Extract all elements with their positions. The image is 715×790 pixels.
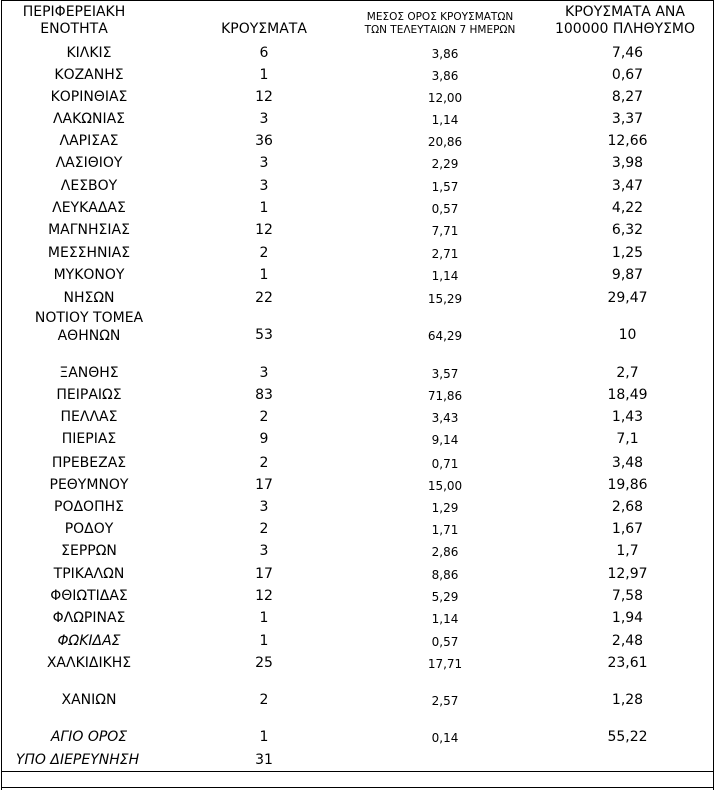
per-100k-value: 23,61 (607, 655, 648, 671)
avg-7day-value: 2,86 (431, 545, 459, 559)
region-name: ΛΕΥΚΑΔΑΣ (52, 200, 126, 216)
cases-value: 2 (259, 455, 269, 471)
table-row (0, 633, 715, 655)
region-name: ΚΟΡΙΝΘΙΑΣ (50, 89, 128, 105)
per-100k-value: 8,27 (611, 89, 644, 105)
table-row (0, 111, 715, 133)
header-per100k-line1: ΚΡΟΥΣΜΑΤΑ ΑΝΑ (565, 4, 685, 20)
per-100k-value: 7,58 (611, 588, 644, 604)
region-name: ΥΠΟ ΔΙΕΡΕΥΝΗΣΗ (15, 752, 140, 768)
per-100k-value: 12,97 (607, 566, 648, 582)
header-per100k (540, 4, 710, 38)
region-name: ΛΑΚΩΝΙΑΣ (52, 111, 126, 127)
avg-7day-value: 1,71 (431, 523, 459, 537)
region-name-line2: ΑΘΗΝΩΝ (57, 328, 121, 344)
cases-value: 31 (255, 752, 273, 768)
table-row (0, 455, 715, 477)
avg-7day-value: 0,57 (431, 635, 459, 649)
per-100k-value: 9,87 (611, 267, 644, 283)
per-100k-value: 10 (618, 327, 637, 343)
table-row (0, 222, 715, 244)
per-100k-value: 1,28 (611, 692, 644, 708)
avg-7day-value: 3,86 (431, 69, 459, 83)
cases-value: 3 (259, 499, 269, 515)
per-100k-value: 1,43 (611, 409, 644, 425)
per-100k-value: 29,47 (607, 290, 648, 306)
avg-7day-value: 0,57 (431, 202, 459, 216)
cases-value: 9 (259, 431, 269, 447)
region-name: ΣΕΡΡΩΝ (61, 543, 117, 559)
region-name: ΚΙΛΚΙΣ (66, 45, 112, 61)
table-row (0, 477, 715, 499)
cases-value: 12 (255, 89, 273, 105)
cases-value: 6 (259, 45, 269, 61)
region-name: ΡΟΔΟΠΗΣ (54, 499, 124, 515)
avg-7day-value: 71,86 (427, 389, 463, 403)
region-name: ΜΕΣΣΗΝΙΑΣ (47, 245, 131, 261)
region-name-line1: ΝΟΤΙΟΥ ΤΟΜΕΑ (34, 310, 144, 326)
avg-7day-value: 8,86 (431, 568, 459, 582)
header-avg-line2: ΤΩΝ ΤΕΛΕΥΤΑΙΩΝ 7 ΗΜΕΡΩΝ (364, 24, 516, 36)
cases-value: 12 (255, 222, 273, 238)
cases-value: 53 (255, 327, 273, 343)
cases-value: 3 (259, 178, 269, 194)
table-row (0, 655, 715, 677)
avg-7day-value: 1,14 (431, 113, 459, 127)
cases-value: 3 (259, 155, 269, 171)
table-row (0, 387, 715, 409)
cases-value: 2 (259, 409, 269, 425)
table-row (0, 409, 715, 431)
region-name: ΦΩΚΙΔΑΣ (57, 633, 121, 649)
region-name: ΛΕΣΒΟΥ (60, 178, 118, 194)
avg-7day-value: 0,71 (431, 457, 459, 471)
cases-value: 12 (255, 588, 273, 604)
cases-value: 1 (259, 67, 269, 83)
cases-value: 36 (255, 133, 273, 149)
per-100k-value: 2,48 (611, 633, 644, 649)
per-100k-value: 3,47 (611, 178, 644, 194)
region-name (4, 309, 174, 345)
cases-value: 2 (259, 521, 269, 537)
table-row (0, 67, 715, 89)
region-name: ΤΡΙΚΑΛΩΝ (53, 566, 125, 582)
cases-value: 1 (259, 267, 269, 283)
per-100k-value: 3,48 (611, 455, 644, 471)
header-region-line1: ΠΕΡΙΦΕΡΕΙΑΚΗ (22, 4, 126, 20)
region-name: ΞΑΝΘΗΣ (59, 365, 119, 381)
header-cases: ΚΡΟΥΣΜΑΤΑ (221, 21, 307, 37)
table-row (0, 45, 715, 67)
region-name: ΡΕΘΥΜΝΟΥ (49, 477, 129, 493)
per-100k-value: 2,7 (616, 365, 639, 381)
region-name: ΧΑΛΚΙΔΙΚΗΣ (46, 655, 132, 671)
table-row (0, 543, 715, 565)
region-name: ΧΑΝΙΩΝ (61, 692, 117, 708)
avg-7day-value: 15,29 (427, 292, 463, 306)
per-100k-value: 0,67 (611, 67, 644, 83)
header-region (4, 4, 144, 38)
table-top-border (1, 0, 714, 1)
per-100k-value: 18,49 (607, 387, 648, 403)
per-100k-value: 2,68 (611, 499, 644, 515)
cases-value: 3 (259, 365, 269, 381)
avg-7day-value: 9,14 (431, 433, 459, 447)
avg-7day-value: 2,71 (431, 247, 459, 261)
cases-value: 1 (259, 729, 269, 745)
cases-value: 25 (255, 655, 273, 671)
avg-7day-value: 3,57 (431, 367, 459, 381)
table-row (0, 365, 715, 387)
cases-value: 1 (259, 610, 269, 626)
region-name: ΠΡΕΒΕΖΑΣ (51, 455, 127, 471)
avg-7day-value: 17,71 (427, 657, 463, 671)
cases-value: 2 (259, 692, 269, 708)
region-name: ΛΑΡΙΣΑΣ (59, 133, 119, 149)
table-row (0, 310, 715, 349)
avg-7day-value: 7,71 (431, 224, 459, 238)
region-name: ΦΛΩΡΙΝΑΣ (52, 610, 126, 626)
avg-7day-value: 5,29 (431, 590, 459, 604)
region-name: ΠΕΛΛΑΣ (60, 409, 118, 425)
per-100k-value: 1,25 (611, 245, 644, 261)
per-100k-value: 1,67 (611, 521, 644, 537)
table-row (0, 566, 715, 588)
per-100k-value: 4,22 (611, 200, 644, 216)
region-name: ΡΟΔΟΥ (64, 521, 114, 537)
avg-7day-value: 2,29 (431, 157, 459, 171)
avg-7day-value: 2,57 (431, 694, 459, 708)
region-name: ΚΟΖΑΝΗΣ (54, 67, 124, 83)
per-100k-value: 7,46 (611, 45, 644, 61)
header-avg-line1: ΜΕΣΟΣ ΟΡΟΣ ΚΡΟΥΣΜΑΤΩΝ (366, 11, 514, 23)
table-row (0, 200, 715, 222)
table-row (0, 588, 715, 610)
region-name: ΠΙΕΡΙΑΣ (61, 431, 117, 447)
region-name: ΑΓΙΟ ΟΡΟΣ (50, 729, 128, 745)
avg-7day-value: 64,29 (427, 329, 463, 343)
per-100k-value: 55,22 (607, 729, 648, 745)
per-100k-value: 19,86 (607, 477, 648, 493)
avg-7day-value: 1,29 (431, 501, 459, 515)
region-name: ΦΘΙΩΤΙΔΑΣ (50, 588, 128, 604)
header-per100k-line2: 100000 ΠΛΗΘΥΣΜΟ (554, 21, 696, 37)
avg-7day-value: 12,00 (427, 91, 463, 105)
cases-value: 17 (255, 566, 273, 582)
cases-value: 3 (259, 111, 269, 127)
table-row (0, 89, 715, 111)
per-100k-value: 1,94 (611, 610, 644, 626)
table-row (0, 431, 715, 453)
per-100k-value: 12,66 (607, 133, 648, 149)
table-row (0, 133, 715, 155)
table-row (0, 155, 715, 177)
per-100k-value: 7,1 (616, 431, 639, 447)
table-footer-border (1, 787, 714, 788)
region-name: ΜΥΚΟΝΟΥ (53, 267, 125, 283)
avg-7day-value: 0,14 (431, 731, 459, 745)
region-name: ΝΗΣΩΝ (63, 290, 115, 306)
per-100k-value: 3,98 (611, 155, 644, 171)
table-row (0, 692, 715, 714)
table-row (0, 178, 715, 200)
region-name: ΛΑΣΙΘΙΟΥ (55, 155, 123, 171)
table-row (0, 610, 715, 632)
per-100k-value: 1,7 (616, 543, 639, 559)
cases-value: 3 (259, 543, 269, 559)
avg-7day-value: 3,43 (431, 411, 459, 425)
table-row (0, 521, 715, 543)
per-100k-value: 6,32 (611, 222, 644, 238)
avg-7day-value: 20,86 (427, 135, 463, 149)
cases-value: 83 (255, 387, 273, 403)
header-region-line2: ΕΝΟΤΗΤΑ (40, 21, 108, 37)
cases-value: 1 (259, 633, 269, 649)
region-name: ΜΑΓΝΗΣΙΑΣ (48, 222, 130, 238)
region-name: ΠΕΙΡΑΙΩΣ (56, 387, 122, 403)
table-row (0, 499, 715, 521)
table-row (0, 752, 715, 774)
cases-value: 1 (259, 200, 269, 216)
avg-7day-value: 1,14 (431, 269, 459, 283)
avg-7day-value: 3,86 (431, 47, 459, 61)
cases-value: 22 (255, 290, 273, 306)
avg-7day-value: 15,00 (427, 479, 463, 493)
avg-7day-value: 1,14 (431, 612, 459, 626)
table-row (0, 267, 715, 289)
table-row (0, 245, 715, 267)
header-avg (345, 11, 535, 37)
avg-7day-value: 1,57 (431, 180, 459, 194)
table-row (0, 729, 715, 751)
cases-value: 2 (259, 245, 269, 261)
per-100k-value: 3,37 (611, 111, 644, 127)
cases-value: 17 (255, 477, 273, 493)
